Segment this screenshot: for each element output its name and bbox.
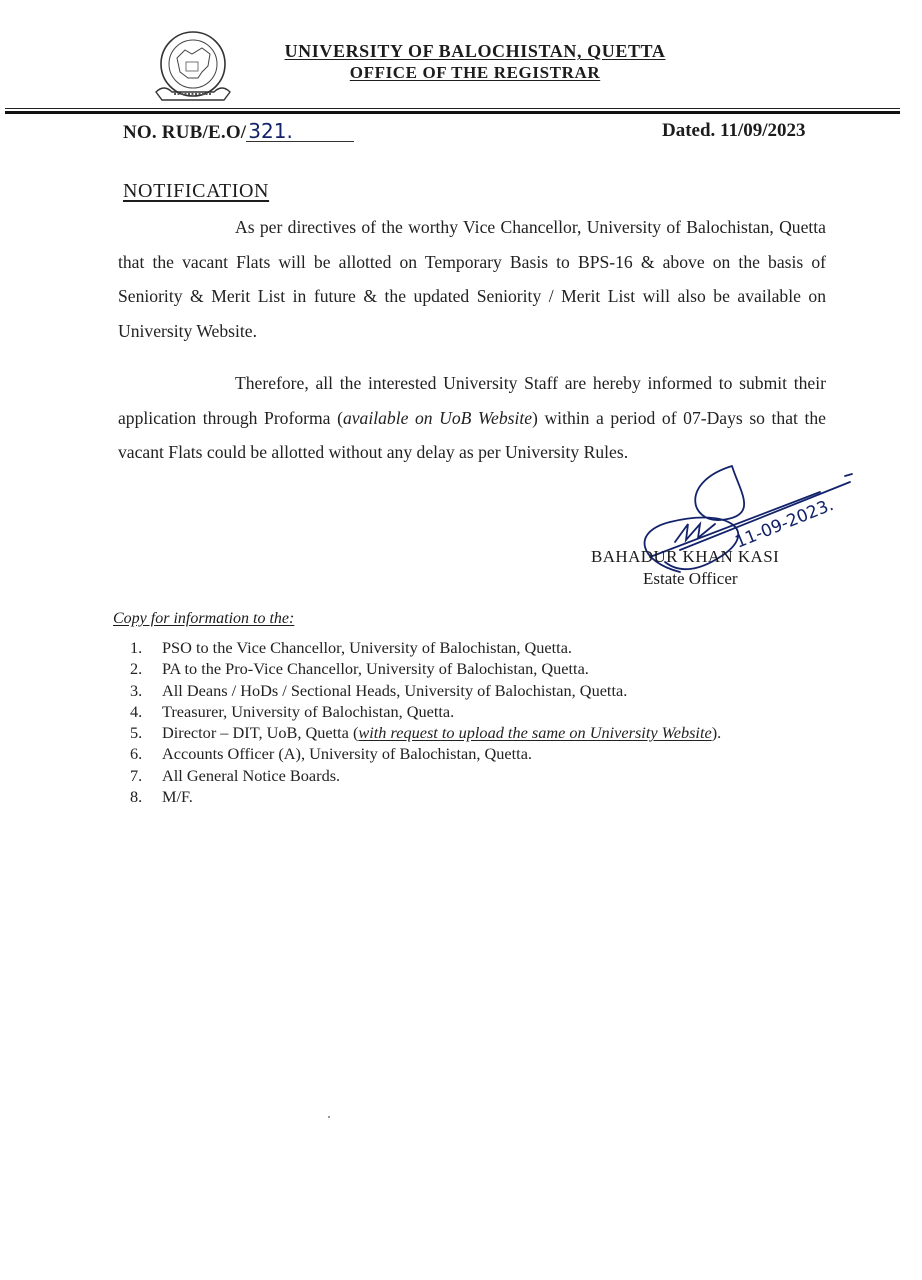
copy-item-text: PA to the Pro-Vice Chancellor, University of Balochistan, Quetta.: [162, 659, 589, 679]
copy-list-item: [130, 701, 721, 722]
reference-number: [123, 120, 354, 146]
copy-item-number: 5.: [130, 723, 143, 743]
copy-heading: Copy for information to the:: [113, 610, 295, 627]
header-divider-thick: [5, 111, 900, 114]
signer-name: BAHADUR KHAN KASI: [591, 547, 780, 566]
copy-list-item: [130, 786, 721, 807]
copy-item-number: 6.: [130, 744, 143, 764]
copy-item-suffix: ).: [711, 723, 722, 743]
header-divider-thin: [5, 108, 900, 109]
scan-speck: [328, 1116, 330, 1118]
copy-item-number: 2.: [130, 659, 143, 679]
copy-item-text: M/F.: [162, 787, 193, 807]
handwritten-reference-number: 321.: [246, 121, 354, 142]
handwritten-signature-date: 11-09-2023.: [732, 495, 837, 553]
university-name: UNIVERSITY OF BALOCHISTAN, QUETTA: [284, 41, 666, 61]
copy-list-item: [130, 765, 721, 786]
copy-item-text: PSO to the Vice Chancellor, University of Balochistan, Quetta.: [162, 638, 572, 657]
copy-item-text: All Deans / HoDs / Sectional Heads, University of Balochistan, Quetta.: [162, 680, 628, 700]
paragraph-2-italic-note: available on UoB Website: [342, 407, 533, 428]
copy-list-item: [130, 637, 721, 658]
signer-title: Estate Officer: [643, 569, 738, 588]
copy-item-text: Treasurer, University of Balochistan, Quetta.: [162, 701, 455, 721]
notification-paragraph-2: [118, 366, 826, 470]
paragraph-2-text-before: Therefore, all the interested University Staff are hereby informed to submit their application through Proforma (: [118, 373, 826, 428]
copy-item-number: 7.: [130, 765, 143, 785]
paragraph-2-text-after: ) within a period of 07-Days so that the vacant Flats could be allotted without any delay as per University Rules.: [118, 407, 826, 462]
copy-list-item: [130, 658, 721, 679]
copy-item-number: 8.: [130, 787, 143, 807]
copy-item-text: Accounts Officer (A), University of Balochistan, Quetta.: [162, 744, 532, 764]
office-name: OFFICE OF THE REGISTRAR: [349, 63, 601, 82]
document-date: Dated. 11/09/2023: [662, 120, 806, 141]
copy-item-note: with request to upload the same on University Website: [358, 723, 712, 743]
copy-item-number: 1.: [130, 638, 143, 657]
copy-list: [130, 637, 721, 807]
copy-item-text: All General Notice Boards.: [162, 765, 341, 785]
copy-item-number: 3.: [130, 680, 143, 700]
copy-list-item: [130, 743, 721, 764]
reference-label: NO. RUB/E.O/: [123, 122, 247, 143]
copy-list-item: [130, 722, 721, 743]
copy-item-text: Director – DIT, UoB, Quetta (: [162, 723, 359, 743]
copy-list-item: [130, 680, 721, 701]
university-seal-icon: [150, 28, 236, 110]
notification-paragraph-1: [118, 210, 826, 348]
paragraph-1-text: As per directives of the worthy Vice Chancellor, University of Balochistan, Quetta that the vacant Flats will be allotted on Temporary Basis to BPS-16 & above on the basis of Seniority & Merit List in future & the updated Seniority / Merit List will also be available on University Website.: [118, 217, 826, 341]
copy-item-number: 4.: [130, 701, 143, 721]
notification-title: NOTIFICATION: [123, 180, 270, 202]
